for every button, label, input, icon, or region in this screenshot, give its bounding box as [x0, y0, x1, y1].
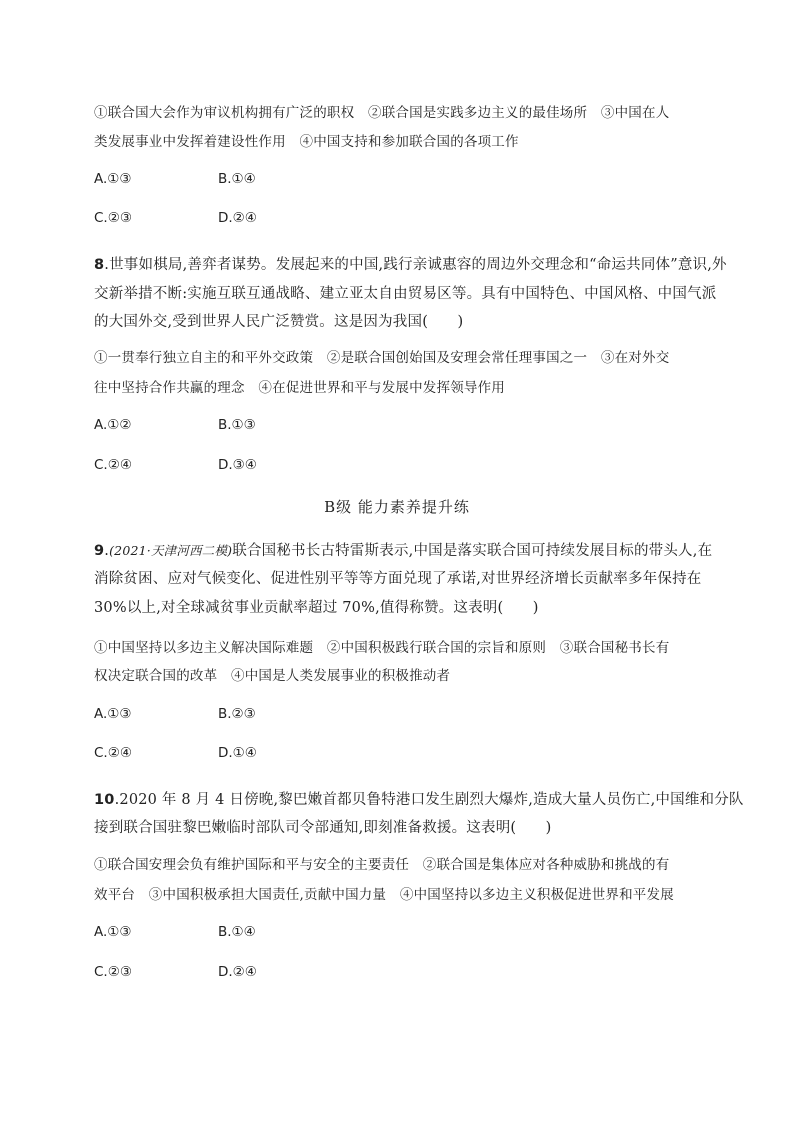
q9-statements-line-2: 权决定联合国的改革 ④中国是人类发展事业的积极推动者 — [94, 668, 451, 684]
q8-statements-line-2: 往中坚持合作共赢的理念 ④在促进世界和平与发展中发挥领导作用 — [94, 380, 505, 396]
q8-stem-text-1: 世事如棋局,善弈者谋势。发展起来的中国,践行亲诚惠容的周边外交理念和“命运共同体”意识,外 — [109, 257, 727, 273]
q9-source: (2021·天津河西二模) — [109, 543, 233, 558]
q7-option-b[interactable]: B.①④ — [218, 171, 256, 187]
q10-stem-text-1: .2020 年 8 月 4 日傍晚,黎巴嫩首都贝鲁特港口发生剧烈大爆炸,造成大量人员伤亡,中国维和分队 — [114, 792, 744, 808]
q8-option-c[interactable]: C.②④ — [94, 457, 132, 473]
q9-option-a[interactable]: A.①③ — [94, 706, 132, 722]
q8-statements-line-1: ①一贯奉行独立自主的和平外交政策 ②是联合国创始国及安理会常任理事国之一 ③在对外交 — [94, 350, 670, 366]
q10-option-c[interactable]: C.②③ — [94, 964, 132, 980]
q8-option-b[interactable]: B.①③ — [218, 417, 256, 433]
q9-stem-line-1: 9.(2021·天津河西二模)联合国秘书长古特雷斯表示,中国是落实联合国可持续发展目标的带头人,在 — [94, 543, 713, 559]
section-heading: B级 能力素养提升练 — [324, 498, 470, 516]
q9-stem-line-2: 消除贫困、应对气候变化、促进性别平等等方面兑现了承诺,对世界经济增长贡献率多年保持在 — [94, 571, 702, 587]
q9-stem-text-1: 联合国秘书长古特雷斯表示,中国是落实联合国可持续发展目标的带头人,在 — [232, 543, 713, 559]
q9-stem-line-3: 30%以上,对全球减贫事业贡献率超过 70%,值得称赞。这表明( ) — [94, 600, 539, 616]
q9-option-b[interactable]: B.②③ — [218, 706, 256, 722]
q10-option-a[interactable]: A.①③ — [94, 924, 132, 940]
q10-statements-line-2: 效平台 ③中国积极承担大国责任,贡献中国力量 ④中国坚持以多边主义积极促进世界和平发展 — [94, 887, 674, 903]
q8-stem-line-3: 的大国外交,受到世界人民广泛赞赏。这是因为我国( ) — [94, 314, 464, 330]
q7-statements-line-2: 类发展事业中发挥着建设性作用 ④中国支持和参加联合国的各项工作 — [94, 134, 519, 150]
q7-option-a[interactable]: A.①③ — [94, 171, 132, 187]
q7-option-c[interactable]: C.②③ — [94, 210, 132, 226]
q9-option-c[interactable]: C.②④ — [94, 745, 132, 761]
q8-stem-line-1: 8.世事如棋局,善弈者谋势。发展起来的中国,践行亲诚惠容的周边外交理念和“命运共同体”意识,外 — [94, 257, 727, 273]
q10-stem-line-1 — [94, 788, 744, 809]
q9-number: 9 — [94, 543, 105, 559]
q8-option-d[interactable]: D.③④ — [218, 457, 257, 473]
q10-number: 10 — [94, 792, 115, 808]
q9-option-d[interactable]: D.①④ — [218, 745, 257, 761]
q8-option-a[interactable]: A.①② — [94, 417, 132, 433]
q8-number: 8 — [94, 257, 105, 273]
q10-stem-line-2: 接到联合国驻黎巴嫩临时部队司令部通知,即刻准备救援。这表明( ) — [94, 820, 552, 836]
q10-option-b[interactable]: B.①④ — [218, 924, 256, 940]
q9-statements-line-1: ①中国坚持以多边主义解决国际难题 ②中国积极践行联合国的宗旨和原则 ③联合国秘书长有 — [94, 640, 670, 656]
q10-option-d[interactable]: D.②④ — [218, 964, 257, 980]
q10-statements-line-1: ①联合国安理会负有维护国际和平与安全的主要责任 ②联合国是集体应对各种威胁和挑战的有 — [94, 857, 670, 873]
q7-option-d[interactable]: D.②④ — [218, 210, 257, 226]
q8-stem-line-2: 交新举措不断:实施互联互通战略、建立亚太自由贸易区等。具有中国特色、中国风格、中国气派 — [94, 286, 717, 302]
q7-statements-line-1: ①联合国大会作为审议机构拥有广泛的职权 ②联合国是实践多边主义的最佳场所 ③中国在人 — [94, 105, 670, 121]
